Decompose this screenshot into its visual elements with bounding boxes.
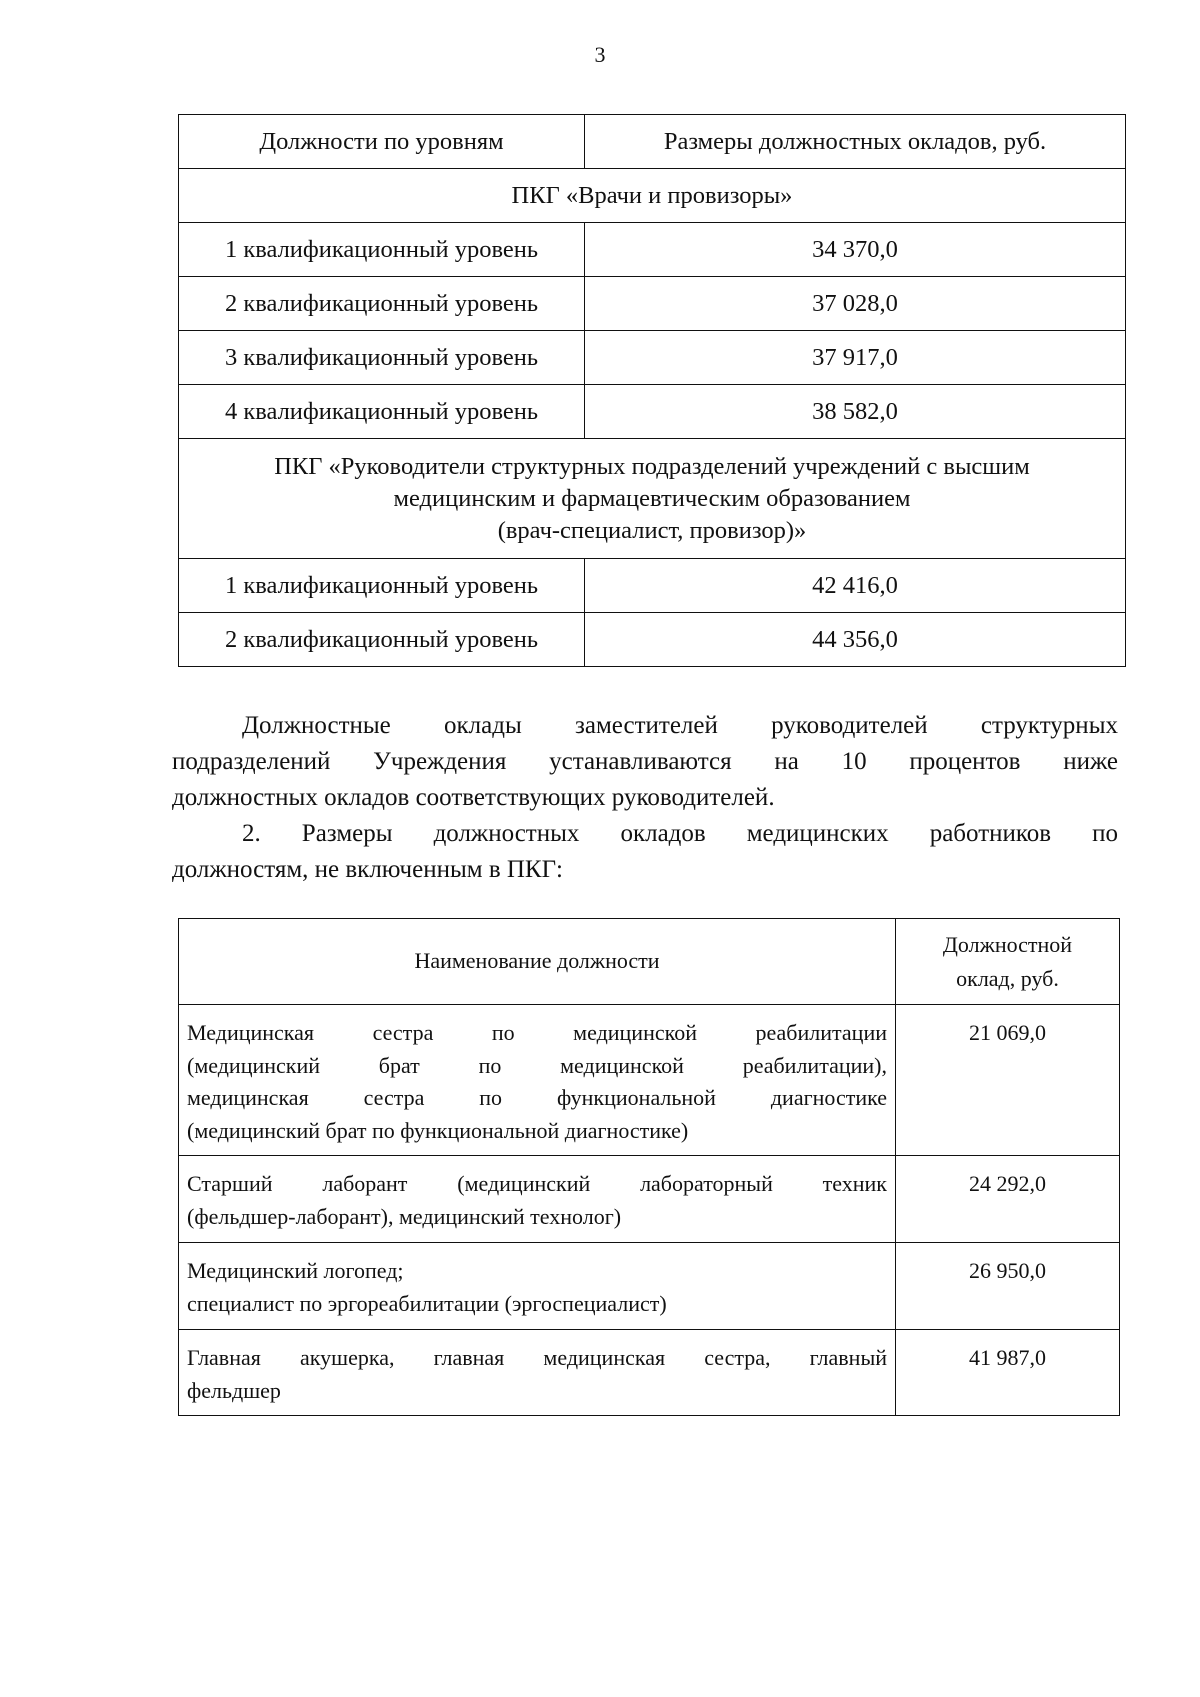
salary-cell: 41 987,0 — [896, 1330, 1120, 1416]
position-line: (медицинский брат по функциональной диагностике) — [187, 1117, 689, 1143]
group-title: ПКГ «Врачи и провизоры» — [179, 169, 1126, 223]
paragraph-deputies — [172, 708, 1118, 816]
salary-cell: 37 917,0 — [585, 331, 1126, 385]
position-name-cell — [179, 1005, 896, 1156]
table-row — [179, 1005, 1120, 1156]
position-line: специалист по эргореабилитации (эргоспециалист) — [187, 1290, 667, 1316]
level-cell: 4 квалификационный уровень — [179, 385, 585, 439]
position-name-cell — [179, 1330, 896, 1416]
position-line: Старший лаборант (медицинский лабораторный техник — [187, 1171, 887, 1196]
table-header-row — [179, 115, 1126, 169]
position-name-cell — [179, 1156, 896, 1243]
group-title — [179, 439, 1126, 559]
paragraph-line: подразделений Учреждения устанавливаются на 10 процентов ниже — [172, 748, 1118, 775]
salary-table-pkg — [178, 114, 1126, 667]
level-cell: 2 квалификационный уровень — [179, 277, 585, 331]
paragraph-section-2 — [172, 816, 1118, 888]
group-row — [179, 439, 1126, 559]
paragraph-line: должностных окладов соответствующих руководителей. — [172, 784, 775, 811]
salary-cell: 44 356,0 — [585, 613, 1126, 667]
header-levels: Должности по уровням — [179, 115, 585, 169]
position-line: фельдшер — [187, 1377, 281, 1403]
header-salaries: Размеры должностных окладов, руб. — [585, 115, 1126, 169]
position-name-cell — [179, 1243, 896, 1330]
table-row — [179, 613, 1126, 667]
position-line: медицинская сестра по функциональной диагностике — [187, 1085, 887, 1110]
salary-cell: 42 416,0 — [585, 559, 1126, 613]
group-title-line: ПКГ «Руководители структурных подразделений учреждений с высшим — [274, 452, 1030, 480]
salary-cell: 21 069,0 — [896, 1005, 1120, 1156]
salary-cell: 37 028,0 — [585, 277, 1126, 331]
level-cell: 1 квалификационный уровень — [179, 559, 585, 613]
salary-cell: 38 582,0 — [585, 385, 1126, 439]
group-title-line: медицинским и фармацевтическим образованием — [393, 484, 911, 512]
group-row — [179, 169, 1126, 223]
header-position-name: Наименование должности — [179, 919, 896, 1005]
table-row — [179, 1156, 1120, 1243]
page-number: 3 — [594, 42, 606, 67]
paragraph-line: Должностные оклады заместителей руководителей структурных — [242, 712, 1118, 739]
level-cell: 2 квалификационный уровень — [179, 613, 585, 667]
table-row — [179, 277, 1126, 331]
position-line: Медицинская сестра по медицинской реабилитации — [187, 1020, 887, 1045]
header-salary — [896, 919, 1120, 1005]
table-row — [179, 385, 1126, 439]
header-salary-line: оклад, руб. — [956, 965, 1059, 991]
position-line: (медицинский брат по медицинской реабилитации), — [187, 1052, 887, 1078]
header-salary-line: Должностной — [942, 931, 1073, 957]
position-line: Медицинский логопед; — [187, 1258, 404, 1283]
table-row — [179, 331, 1126, 385]
salary-cell: 34 370,0 — [585, 223, 1126, 277]
table-row — [179, 223, 1126, 277]
salary-cell: 26 950,0 — [896, 1243, 1120, 1330]
position-line: (фельдшер-лаборант), медицинский технолог) — [187, 1203, 622, 1229]
level-cell: 3 квалификационный уровень — [179, 331, 585, 385]
salary-table-non-pkg — [178, 918, 1120, 1416]
group-title-line: (врач-специалист, провизор)» — [497, 516, 807, 544]
paragraph-line: должностям, не включенным в ПКГ: — [172, 856, 564, 883]
table-row — [179, 559, 1126, 613]
level-cell: 1 квалификационный уровень — [179, 223, 585, 277]
table-row — [179, 1330, 1120, 1416]
salary-cell: 24 292,0 — [896, 1156, 1120, 1243]
position-line: Главная акушерка, главная медицинская сестра, главный — [187, 1345, 887, 1370]
table-header-row — [179, 919, 1120, 1005]
paragraph-line: 2. Размеры должностных окладов медицинских работников по — [242, 820, 1118, 847]
table-row — [179, 1243, 1120, 1330]
